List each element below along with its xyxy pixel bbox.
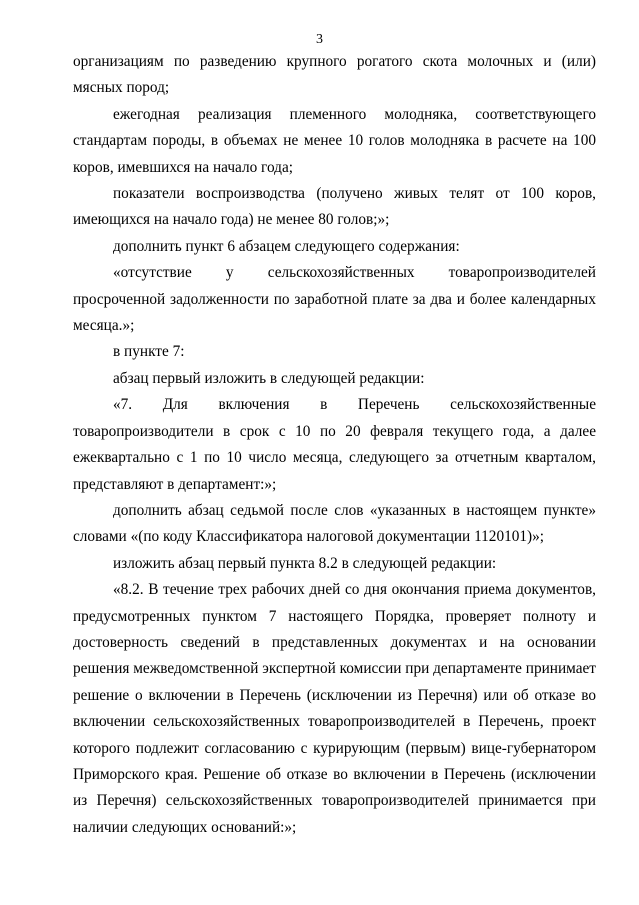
paragraph: «7. Для включения в Перечень сельскохозяйственные товаропроизводители в срок с 10 по 20 февраля текущего года, а далее ежеквартально с 1 по 10 число месяца, следующего за отчетным кварталом, представляют в департамент:»;: [73, 396, 596, 493]
paragraph: «8.2. В течение трех рабочих дней со дня окончания приема документов, предусмотренных пунктом 7 настоящего Порядка, проверяет полноту и достоверность сведений в представленных документах и на основании решения межведомственной экспертной комиссии при департаменте принимает решение о включении в Перечень (исключении из Перечня) или об отказе во включении сельскохозяйственных товаропроизводителей в Перечень, проект которого подлежит согласованию с курирующим (первым) вице-губернатором Приморского края. Решение об отказе во включении в Перечень (исключении из Перечня) сельскохозяйственных товаропроизводителей принимается при наличии следующих оснований:»;: [73, 581, 596, 836]
paragraph: изложить абзац первый пункта 8.2 в следующей редакции:: [113, 554, 497, 572]
paragraph: показатели воспроизводства (получено живых телят от 100 коров, имеющихся на начало года) не менее 80 голов;»;: [73, 185, 596, 229]
page-number: 3: [316, 32, 323, 47]
paragraph: дополнить абзац седьмой после слов «указанных в настоящем пункте» словами «(по коду Классификатора налоговой документации 1120101)»;: [73, 501, 596, 546]
paragraph: дополнить пункт 6 абзацем следующего содержания:: [113, 237, 460, 255]
paragraph: «отсутствие у сельскохозяйственных товаропроизводителей просроченной задолженности по заработной плате за два и более календарных месяца.»;: [73, 264, 596, 335]
document-body: [73, 49, 596, 841]
paragraph: в пункте 7:: [113, 343, 185, 361]
paragraph: абзац первый изложить в следующей редакции:: [113, 369, 425, 387]
paragraph: организациям по разведению крупного рогатого скота молочных и (или) мясных пород;: [73, 53, 596, 97]
paragraph: ежегодная реализация племенного молодняка, соответствующего стандартам породы, в объемах не менее 10 голов молодняка в расчете на 100 коров, имевшихся на начало года;: [73, 105, 596, 176]
